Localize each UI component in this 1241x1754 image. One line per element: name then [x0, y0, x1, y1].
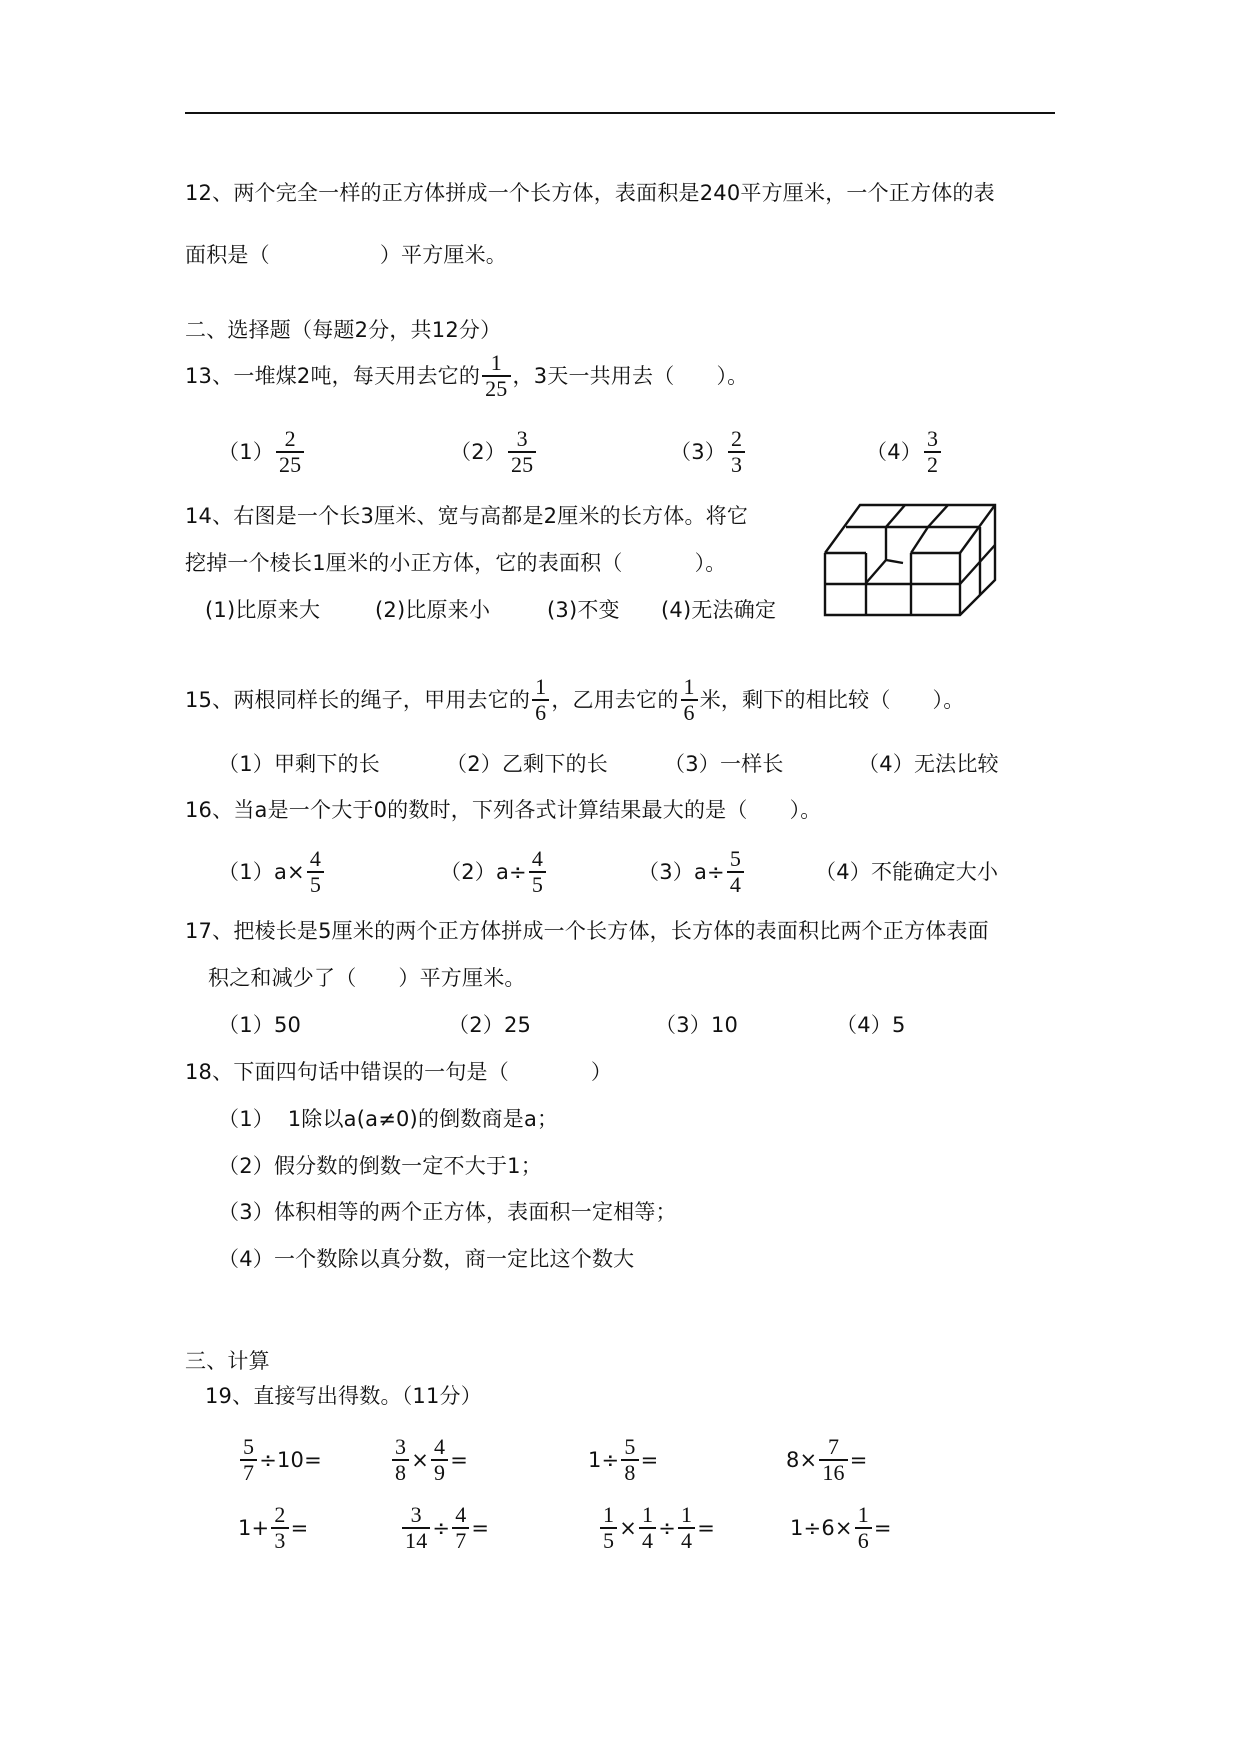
- option-text: （1） 1除以a(a≠0)的倒数商是a；: [218, 1107, 559, 1131]
- option-text: （4）5: [836, 1013, 906, 1037]
- option-text: （4）一个数除以真分数，商一定比这个数大: [218, 1247, 635, 1271]
- q19-item-r1c3[interactable]: [588, 1432, 658, 1488]
- q17-line2: [208, 963, 526, 993]
- option-text: （1）50: [218, 1013, 302, 1037]
- fraction-denominator: 8: [395, 1459, 407, 1485]
- q13-text-c: ）。: [716, 364, 749, 388]
- fraction-numerator: 2: [730, 426, 743, 452]
- q17-option-4[interactable]: [836, 1010, 906, 1040]
- option-fraction: [276, 427, 304, 477]
- section3-title: [185, 1346, 270, 1376]
- fraction-numerator: 1: [535, 674, 547, 700]
- fraction-denominator: 6: [683, 699, 695, 725]
- fraction: [452, 1503, 469, 1553]
- fraction-denominator: 5: [603, 1527, 615, 1553]
- q13-stem-fraction: [482, 351, 510, 401]
- q12-text-b: ）平方厘米。: [379, 243, 508, 267]
- fraction: [402, 1503, 430, 1553]
- q17-line1: [185, 916, 989, 946]
- q15-text-d: ）。: [932, 688, 965, 712]
- fraction-denominator: 7: [455, 1527, 467, 1553]
- operator-text: =: [290, 1516, 309, 1540]
- section2-title: [185, 315, 501, 345]
- q12-text-a: 面积是（: [185, 243, 270, 267]
- fraction-numerator: 4: [531, 846, 544, 872]
- q18-text-a: 18、下面四句话中错误的一句是（: [185, 1060, 509, 1084]
- fraction-denominator: 4: [681, 1527, 693, 1553]
- fraction-denominator: 4: [642, 1527, 654, 1553]
- fraction-numerator: 2: [274, 1502, 286, 1528]
- q14-option-3[interactable]: [547, 595, 620, 625]
- q18-text-b: ）: [590, 1060, 613, 1084]
- fraction-denominator: 14: [405, 1527, 428, 1553]
- q18-option-2[interactable]: [218, 1151, 542, 1181]
- q12-line1: [185, 178, 995, 208]
- fraction-denominator: 25: [278, 451, 302, 477]
- fraction-denominator: 8: [624, 1459, 636, 1485]
- fraction: [240, 1435, 257, 1485]
- operator-text: =: [471, 1516, 490, 1540]
- q17-text-b: ）平方厘米。: [398, 966, 526, 990]
- fraction: [855, 1503, 872, 1553]
- fraction-denominator: 25: [510, 451, 534, 477]
- operator-text: =: [697, 1516, 715, 1540]
- fraction-denominator: 3: [274, 1527, 286, 1553]
- q12-line2: [185, 240, 507, 270]
- q13-option-4[interactable]: [866, 426, 943, 478]
- operator-text: ÷: [432, 1516, 451, 1540]
- fraction-numerator: 1: [642, 1502, 654, 1528]
- option-text: (4)无法确定: [661, 598, 777, 622]
- q13-text-a: 13、一堆煤2吨，每天用去它的: [185, 364, 481, 388]
- fraction-numerator: 7: [827, 1434, 840, 1460]
- option-label: （1）a×: [218, 860, 305, 884]
- fraction-numerator: 4: [434, 1434, 446, 1460]
- q19-title: [205, 1381, 482, 1411]
- q15-text-c: 米，剩下的相比较（: [699, 688, 891, 712]
- fraction-denominator: 4: [729, 871, 742, 897]
- fraction-numerator: 5: [243, 1434, 255, 1460]
- q18-stem: [185, 1057, 612, 1087]
- q13-stem: [185, 350, 748, 402]
- fraction: [639, 1503, 656, 1553]
- q17-text: 17、把棱长是5厘米的两个正方体拼成一个长方体，长方体的表面积比两个正方体表面: [185, 919, 989, 943]
- q16-text-a: 16、当a是一个大于0的数时，下列各式计算结果最大的是（: [185, 798, 748, 822]
- q16-stem: [185, 795, 821, 825]
- q14-option-4[interactable]: [661, 595, 776, 625]
- fraction-numerator: 3: [926, 426, 939, 452]
- q15-option-4[interactable]: [858, 749, 999, 779]
- q13-option-3[interactable]: [670, 426, 747, 478]
- q14-text-a: 挖掉一个棱长1厘米的小正方体，它的表面积（: [185, 551, 623, 575]
- q15-fraction-1: [532, 675, 549, 725]
- operator-text: =: [849, 1448, 868, 1472]
- q16-option-3[interactable]: [638, 845, 746, 899]
- option-text: （2）乙剩下的长: [446, 752, 608, 776]
- q13-option-2[interactable]: [450, 426, 538, 478]
- fraction-numerator: 4: [309, 846, 322, 872]
- q19-item-r1c4[interactable]: [786, 1432, 868, 1488]
- q15-option-3[interactable]: [664, 749, 784, 779]
- fraction-numerator: 2: [284, 426, 296, 452]
- q18-option-4[interactable]: [218, 1244, 634, 1274]
- q16-option-2[interactable]: [440, 845, 548, 899]
- option-label: （4）不能确定大小: [815, 860, 999, 884]
- fraction-numerator: 5: [729, 846, 742, 872]
- fraction-numerator: 4: [455, 1502, 467, 1528]
- fraction-numerator: 3: [516, 426, 528, 452]
- q17-option-2[interactable]: [448, 1010, 531, 1040]
- operator-text: =: [873, 1516, 892, 1540]
- q15-option-2[interactable]: [446, 749, 608, 779]
- fraction-numerator: 1: [681, 1502, 693, 1528]
- fraction-numerator: 1: [490, 350, 502, 376]
- fraction: [678, 1503, 695, 1553]
- fraction: [392, 1435, 409, 1485]
- option-text: (1)比原来大: [205, 598, 321, 622]
- q14-line1: [185, 501, 748, 531]
- fraction: [600, 1503, 617, 1553]
- q15-option-1[interactable]: [218, 749, 380, 779]
- q14-option-1[interactable]: [205, 595, 320, 625]
- q17-option-1[interactable]: [218, 1010, 301, 1040]
- operator-text: ×: [411, 1448, 429, 1472]
- q18-option-1[interactable]: [218, 1104, 558, 1134]
- fraction-numerator: 1: [603, 1502, 615, 1528]
- operator-text: =: [640, 1448, 659, 1472]
- operator-text: =: [450, 1448, 468, 1472]
- q12-text: 12、两个完全一样的正方体拼成一个长方体，表面积是240平方厘米，一个正方体的表: [185, 181, 995, 205]
- option-label: （1）: [218, 440, 274, 464]
- operator-text: 1÷6×: [790, 1516, 853, 1540]
- q19-item-r2c3[interactable]: [598, 1500, 715, 1556]
- option-fraction: [727, 847, 744, 897]
- q14-line2: [185, 548, 726, 578]
- option-text: （1）甲剩下的长: [218, 752, 380, 776]
- option-text: （4）无法比较: [858, 752, 999, 776]
- fraction: [621, 1435, 638, 1485]
- q19-title-text: 19、直接写出得数。（11分）: [205, 1384, 482, 1408]
- fraction-denominator: 6: [857, 1527, 869, 1553]
- operator-text: ÷: [658, 1516, 676, 1540]
- option-label: （3）: [670, 440, 726, 464]
- option-label: （2）: [450, 440, 506, 464]
- option-fraction: [307, 847, 324, 897]
- operator-text: ÷10=: [259, 1448, 322, 1472]
- fraction-numerator: 5: [624, 1434, 636, 1460]
- option-text: （3）10: [655, 1013, 739, 1037]
- q15-text-a: 15、两根同样长的绳子，甲用去它的: [185, 688, 531, 712]
- option-fraction: [529, 847, 546, 897]
- q17-option-3[interactable]: [655, 1010, 738, 1040]
- fraction-denominator: 16: [822, 1459, 845, 1485]
- option-text: （3）体积相等的两个正方体，表面积一定相等；: [218, 1200, 677, 1224]
- fraction-denominator: 25: [485, 375, 508, 401]
- q13-option-1[interactable]: [218, 426, 306, 478]
- fraction-denominator: 3: [730, 451, 743, 477]
- section2-title-text: 二、选择题（每题2分，共12分）: [185, 318, 502, 342]
- fraction-numerator: 1: [683, 674, 695, 700]
- option-text: (2)比原来小: [375, 598, 491, 622]
- q16-option-4[interactable]: [815, 857, 998, 887]
- fraction-denominator: 7: [243, 1459, 255, 1485]
- q18-option-3[interactable]: [218, 1197, 677, 1227]
- option-text: (3)不变: [547, 598, 620, 622]
- q15-fraction-2: [681, 675, 698, 725]
- fraction-numerator: 3: [410, 1502, 422, 1528]
- option-text: （2）25: [448, 1013, 532, 1037]
- q15-text-b: ，乙用去它的: [551, 688, 679, 712]
- q17-text-a: 积之和减少了（: [208, 966, 357, 990]
- operator-text: 1+: [238, 1516, 270, 1540]
- q15-stem: [185, 672, 964, 728]
- fraction-numerator: 1: [857, 1502, 869, 1528]
- q16-option-1[interactable]: [218, 845, 326, 899]
- header-rule: [185, 112, 1055, 114]
- q14-option-2[interactable]: [375, 595, 490, 625]
- fraction: [819, 1435, 847, 1485]
- q19-item-r1c2[interactable]: [390, 1432, 468, 1488]
- operator-text: 1÷: [588, 1448, 620, 1472]
- option-text: （3）一样长: [664, 752, 784, 776]
- option-fraction: [508, 427, 536, 477]
- q19-item-r2c2[interactable]: [400, 1500, 489, 1556]
- option-label: （3）a÷: [638, 860, 725, 884]
- q14-text-b: ）。: [694, 551, 727, 575]
- operator-text: 8×: [786, 1448, 818, 1472]
- operator-text: ×: [619, 1516, 637, 1540]
- cuboid-figure: [820, 495, 1000, 620]
- option-text: （2）假分数的倒数一定不大于1；: [218, 1154, 542, 1178]
- option-fraction: [924, 427, 941, 477]
- q19-item-r1c1[interactable]: [238, 1432, 322, 1488]
- q19-item-r2c4[interactable]: [790, 1500, 892, 1556]
- fraction-denominator: 5: [309, 871, 322, 897]
- option-label: （2）a÷: [440, 860, 527, 884]
- option-label: （4）: [866, 440, 922, 464]
- fraction-numerator: 3: [395, 1434, 407, 1460]
- fraction-denominator: 9: [434, 1459, 446, 1485]
- q19-item-r2c1[interactable]: [238, 1500, 308, 1556]
- q16-text-b: ）。: [789, 798, 822, 822]
- q13-text-b: ，3天一共用去（: [512, 364, 675, 388]
- fraction: [271, 1503, 288, 1553]
- option-fraction: [728, 427, 745, 477]
- q14-text: 14、右图是一个长3厘米、宽与高都是2厘米的长方体。将它: [185, 504, 749, 528]
- section3-title-text: 三、计算: [185, 1349, 270, 1373]
- fraction-denominator: 6: [535, 699, 547, 725]
- fraction: [431, 1435, 448, 1485]
- fraction-denominator: 5: [531, 871, 544, 897]
- fraction-denominator: 2: [926, 451, 939, 477]
